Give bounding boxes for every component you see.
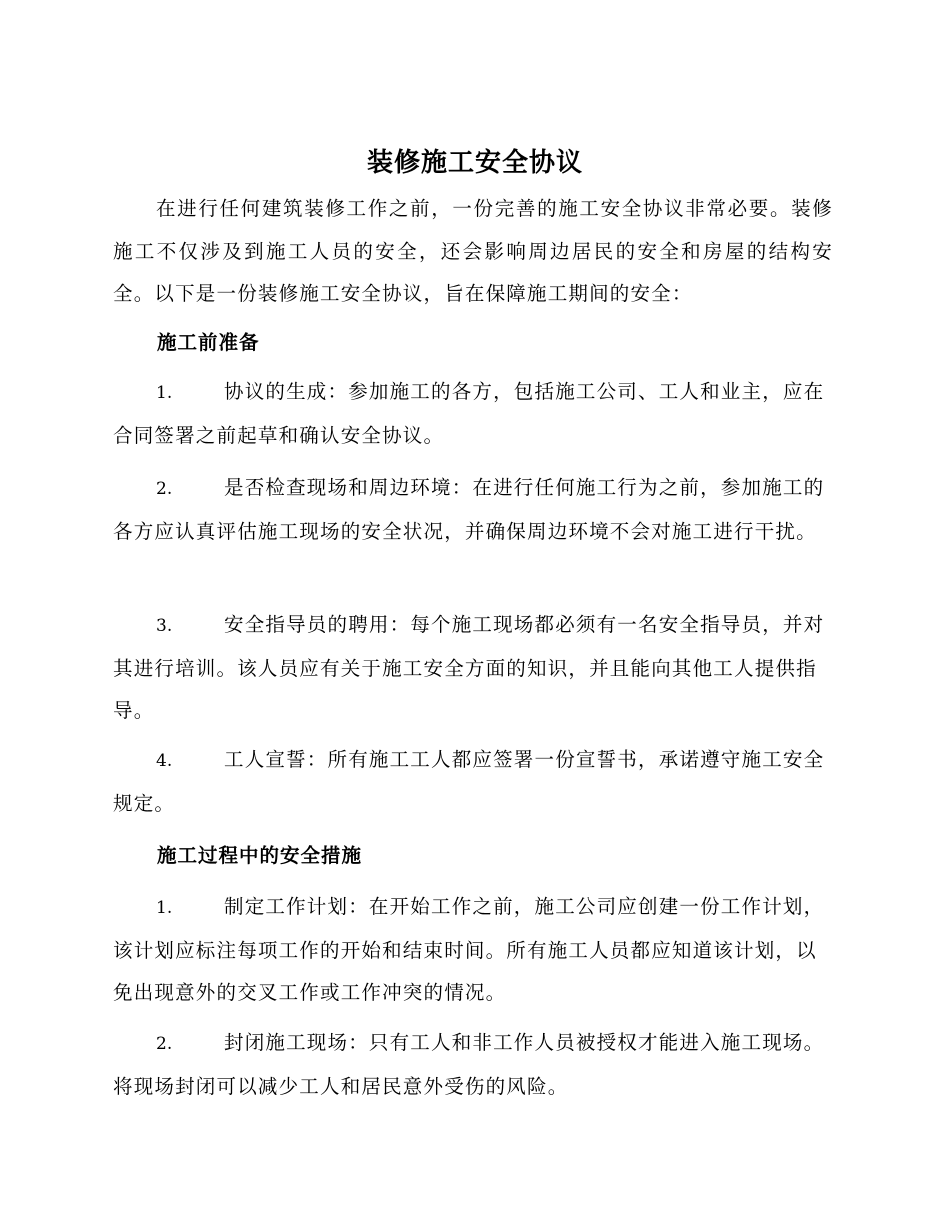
intro-paragraph: 在进行任何建筑装修工作之前，一份完善的施工安全协议非常必要。装修施工不仅涉及到施工人员的安全，还会影响周边居民的安全和房屋的结构安全。以下是一份装修施工安全协议，旨在保障施工期间的安全：	[113, 197, 833, 305]
section-heading-preparation: 施工前准备	[157, 331, 260, 354]
list-item-number: 2.	[156, 479, 173, 499]
list-item-number: 1.	[156, 898, 173, 918]
list-item-text: 制定工作计划：在开始工作之前，施工公司应创建一份工作计划，该计划应标注每项工作的开始和结束时间。所有施工人员都应知道该计划，以免出现意外的交叉工作或工作冲突的情况。	[113, 895, 825, 1004]
list-item	[113, 1022, 833, 1108]
list-item-text: 协议的生成：参加施工的各方，包括施工公司、工人和业主，应在合同签署之前起草和确认安全协议。	[113, 380, 825, 447]
list-item-number: 3.	[156, 616, 173, 636]
list-item-text: 工人宣誓：所有施工工人都应签署一份宣誓书，承诺遵守施工安全规定。	[113, 748, 825, 815]
list-item	[113, 604, 833, 733]
list-item-number: 4.	[156, 751, 173, 771]
document-title: 装修施工安全协议	[366, 148, 583, 178]
list-item-number: 2.	[156, 1034, 173, 1054]
list-item	[113, 886, 833, 1015]
section-heading-safety-measures: 施工过程中的安全措施	[157, 844, 363, 867]
list-item-number: 1.	[156, 383, 173, 403]
list-item-text: 安全指导员的聘用：每个施工现场都必须有一名安全指导员，并对其进行培训。该人员应有关于施工安全方面的知识，并且能向其他工人提供指导。	[113, 613, 825, 722]
list-item-text: 封闭施工现场：只有工人和非工作人员被授权才能进入施工现场。将现场封闭可以减少工人和居民意外受伤的风险。	[113, 1031, 825, 1098]
list-item	[113, 467, 833, 553]
list-item-text: 是否检查现场和周边环境：在进行任何施工行为之前，参加施工的各方应认真评估施工现场的安全状况，并确保周边环境不会对施工进行干扰。	[113, 476, 825, 543]
list-item	[113, 739, 833, 825]
list-item	[113, 371, 833, 457]
